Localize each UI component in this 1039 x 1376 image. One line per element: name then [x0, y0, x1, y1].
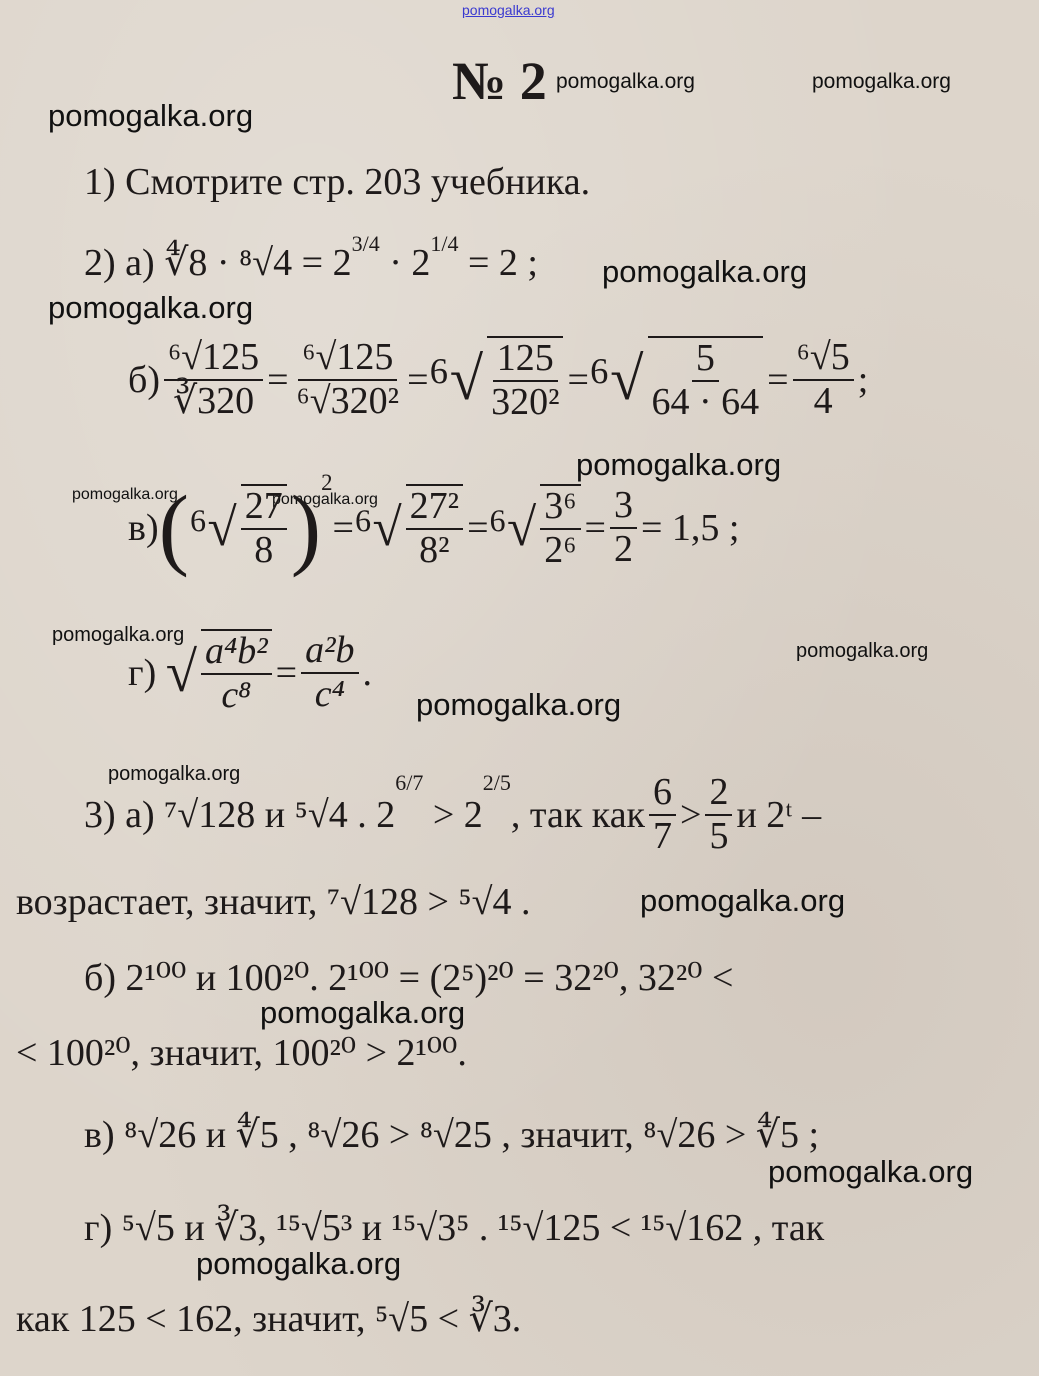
item-3v-line: в) ⁸√26 и ∜5 , ⁸√26 > ⁸√25 , значит, ⁸√26 > ∜5 ;	[84, 1114, 820, 1156]
numerator: 2	[705, 772, 732, 816]
exercise-number: № 2	[452, 51, 547, 111]
numerator: 125	[493, 338, 558, 382]
item-2v-label: в)	[128, 506, 159, 549]
denominator: 320²	[330, 380, 400, 422]
watermark: pomogalka.org	[416, 687, 622, 722]
paren-close: )	[290, 476, 322, 578]
top-watermark-link[interactable]: pomogalka.org	[462, 2, 555, 18]
item-2a-expr: ∜8 · ⁸√4 = 2	[164, 242, 352, 284]
watermark: pomogalka.org	[796, 640, 929, 662]
watermark: pomogalka.org	[272, 491, 378, 508]
watermark: pomogalka.org	[556, 70, 695, 93]
watermark: pomogalka.org	[52, 624, 185, 646]
item-2a-label: 2) а)	[84, 242, 155, 284]
item-3a-start: 3) а) ⁷√128 и ⁵√4 . 2	[84, 794, 396, 836]
denominator: 5	[709, 815, 729, 857]
fraction	[406, 484, 463, 572]
numerator: a⁴b²	[201, 631, 272, 675]
watermark: pomogalka.org	[72, 486, 178, 503]
denominator: 8	[254, 528, 274, 571]
item-3a-tail: и 2ᵗ –	[736, 794, 822, 836]
item-2a-exp2: 1/4	[430, 231, 459, 256]
denominator: c⁸	[221, 673, 252, 716]
numerator: 125	[336, 336, 394, 379]
item-1-text: 1) Смотрите стр. 203 учебника.	[84, 161, 591, 203]
item-2b-label: б)	[128, 359, 160, 401]
denominator: 320²	[491, 381, 560, 423]
numerator: 27	[241, 486, 287, 530]
denominator: 2⁶	[544, 528, 577, 571]
numerator: a²b	[301, 630, 358, 674]
denominator: c⁴	[314, 672, 345, 715]
numerator: 5	[692, 338, 719, 382]
watermark: pomogalka.org	[768, 1154, 974, 1189]
item-3a-exp1: 6/7	[395, 770, 424, 795]
fraction	[241, 484, 287, 572]
numerator: 3⁶	[540, 486, 580, 530]
paren-open: (	[158, 476, 189, 578]
fraction	[540, 484, 580, 572]
watermark: pomogalka.org	[602, 254, 808, 289]
item-2g: г) √ $\frac{\text{a⁴b²}}{\text{c⁸}}$ = $\frac{\text{a²b}}{\text{c⁴}}$ .	[128, 628, 372, 716]
item-2v-end: = 1,5 ;	[640, 506, 740, 549]
item-3g-line1: г) ⁵√5 и ∛3, ¹⁵√5³ и ¹⁵√3⁵ . ¹⁵√125 < ¹⁵√162 , так	[84, 1207, 825, 1249]
item-3a-line2: возрастает, значит, ⁷√128 > ⁵√4 .	[16, 881, 531, 923]
fraction	[705, 772, 732, 858]
numerator: 3	[610, 485, 637, 529]
item-3g-line2: как 125 < 162, значит, ⁵√5 < ∛3.	[16, 1298, 522, 1340]
item-2a-mid: · 2	[389, 242, 431, 284]
watermark: pomogalka.org	[576, 447, 782, 482]
fraction	[301, 630, 358, 716]
fraction: $\frac{\text{⁶√125}}{\text{⁶√320²}}$	[296, 336, 400, 422]
fraction: $\frac{\text{⁶√125}}{∛320}$	[164, 337, 263, 423]
item-3b-line2: < 100²⁰, значит, 100²⁰ > 2¹⁰⁰.	[16, 1032, 467, 1074]
item-2a-exp1: 3/4	[351, 231, 380, 256]
watermark: pomogalka.org	[108, 763, 241, 785]
item-3b-line1: б) 2¹⁰⁰ и 100²⁰. 2¹⁰⁰ = (2⁵)²⁰ = 32²⁰, 32²⁰ <	[84, 957, 734, 999]
watermark: pomogalka.org	[48, 98, 254, 133]
numerator: 27²	[406, 486, 463, 530]
item-2g-label: г)	[128, 651, 157, 694]
fraction	[648, 336, 764, 424]
fraction	[487, 336, 563, 424]
watermark: pomogalka.org	[196, 1246, 402, 1281]
denominator: 4	[813, 380, 833, 422]
fraction	[201, 629, 272, 717]
denominator: 8²	[419, 528, 450, 571]
item-3a-gt: > 2	[432, 794, 483, 836]
numerator: 6	[649, 772, 676, 816]
item-2b: б) $\frac{\text{⁶√125}}{∛320}$ = $\frac{\text{⁶√125}}{\text{⁶√320²}}$ = ⁶√ $\frac{125}{\text{320²}}$ = ⁶√ $\frac{5}{64 \cdot 64}$ = $\frac{\text{⁶√5}}{4}$ ;	[128, 336, 869, 423]
watermark: pomogalka.org	[812, 70, 951, 93]
item-3a-text: , так как	[510, 794, 646, 836]
denominator: 7	[653, 815, 673, 857]
item-3a-exp2: 2/5	[482, 770, 511, 795]
item-3a-line1: 3) а) ⁷√128 и ⁵√4 . 2 $^{6/7}$ > 2 $^{2/5}$ , так как $\frac{6}{7}$ > $\frac{2}{5}$ и 2ᵗ –	[84, 770, 822, 857]
denominator: 64 · 64	[651, 381, 760, 423]
watermark: pomogalka.org	[640, 883, 846, 918]
denominator: 2	[613, 527, 633, 570]
fraction	[649, 772, 676, 858]
watermark: pomogalka.org	[260, 995, 466, 1030]
numerator: 125	[202, 336, 260, 379]
item-2a-end: = 2 ;	[468, 242, 538, 284]
watermark: pomogalka.org	[48, 290, 254, 325]
item-2a	[84, 231, 538, 285]
item-2v: в) ( ⁶√ $\frac{27}{8}$ ) $^2$ = ⁶√ $\frac{\text{27²}}{\text{8²}}$ = ⁶√ $\frac{\text{3⁶}}{\text{2⁶}}$ = $\frac{3}{2}$ = 1,5 ;	[128, 470, 740, 578]
fraction: $\frac{\text{⁶√5}}{4}$	[793, 337, 854, 423]
denominator: 320	[197, 380, 255, 422]
numerator: 5	[830, 336, 850, 379]
fraction	[610, 485, 637, 571]
